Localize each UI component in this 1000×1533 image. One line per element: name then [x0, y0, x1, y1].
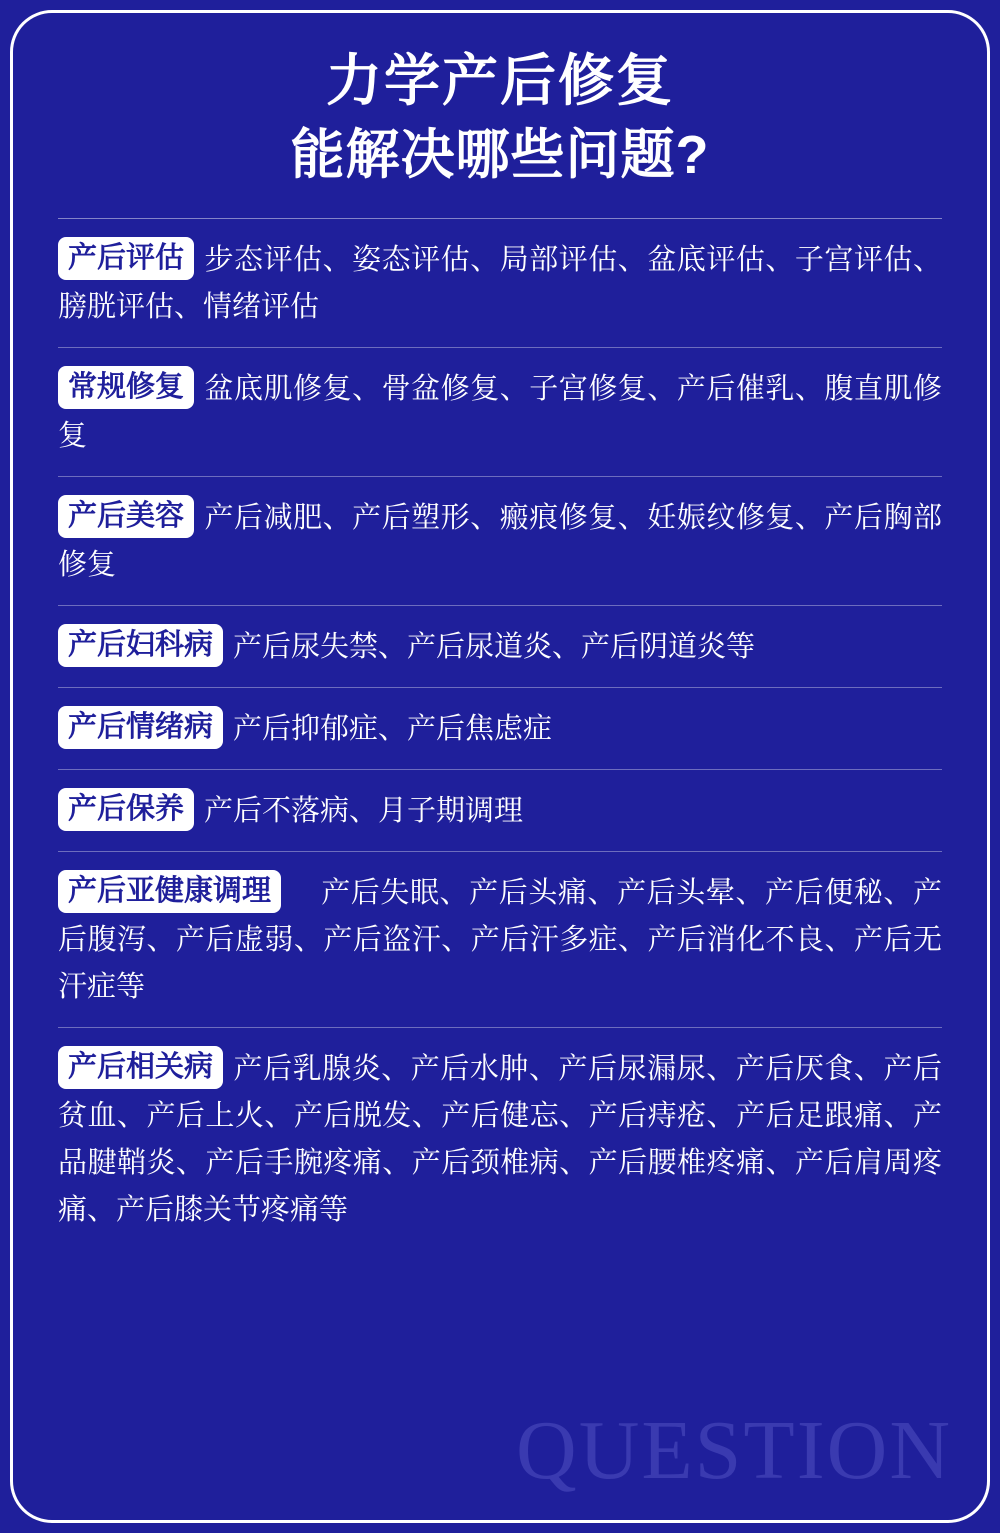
list-item-body	[58, 706, 942, 753]
list-item-body	[58, 366, 942, 460]
list-item-text: 产后尿失禁、产后尿道炎、产后阴道炎等	[233, 631, 756, 663]
list-item-body	[58, 624, 942, 671]
list-item	[58, 219, 942, 348]
list-item-text: 产后失眠、产后头痛、产后头晕、产后便秘、产后腹泻、产后虚弱、产后盗汗、产后汗多症、产后消化不良、产后无汗症等	[58, 876, 942, 1003]
title-line-1: 力学产后修复	[326, 49, 674, 112]
status-badge: 产后相关病	[58, 1046, 223, 1089]
status-badge: 常规修复	[58, 366, 194, 409]
list-item-text: 盆底肌修复、骨盆修复、子宫修复、产后催乳、腹直肌修复	[58, 373, 942, 453]
list-item-body	[58, 495, 942, 589]
watermark-text: QUESTION	[516, 1404, 952, 1497]
list-item-body	[58, 1046, 942, 1234]
status-badge: 产后亚健康调理	[58, 870, 281, 913]
list-item-body	[58, 788, 942, 835]
list-item-text: 产后抑郁症、产后焦虑症	[233, 712, 553, 745]
status-badge: 产后评估	[58, 237, 194, 280]
list-item	[58, 770, 942, 852]
list-item	[58, 852, 942, 1028]
page-title	[40, 46, 960, 190]
list-item	[58, 348, 942, 477]
status-badge: 产后保养	[58, 788, 194, 831]
list-item-text: 步态评估、姿态评估、局部评估、盆底评估、子宫评估、膀胱评估、情绪评估	[58, 244, 942, 324]
list-item-text: 产后乳腺炎、产后水肿、产后尿漏尿、产后厌食、产后贫血、产后上火、产后脱发、产后健忘、产后痔疮、产后足跟痛、产品腱鞘炎、产后手腕疼痛、产后颈椎病、产后腰椎疼痛、产后肩周疼痛、产后膝关节疼痛等	[58, 1052, 942, 1226]
title-line-2: 能解决哪些问题?	[290, 125, 710, 185]
list-item-body	[58, 870, 942, 1011]
status-badge: 产后情绪病	[58, 706, 223, 749]
list-item	[58, 606, 942, 688]
service-list	[58, 219, 942, 1250]
list-item	[58, 688, 942, 770]
status-badge: 产后美容	[58, 495, 194, 538]
status-badge: 产后妇科病	[58, 624, 223, 667]
list-item	[58, 477, 942, 606]
list-item-text: 产后减肥、产后塑形、瘢痕修复、妊娠纹修复、产后胸部修复	[58, 502, 942, 582]
list-item-text: 产后不落病、月子期调理	[204, 794, 524, 827]
list-item	[58, 1028, 942, 1250]
list-item-body	[58, 237, 942, 331]
